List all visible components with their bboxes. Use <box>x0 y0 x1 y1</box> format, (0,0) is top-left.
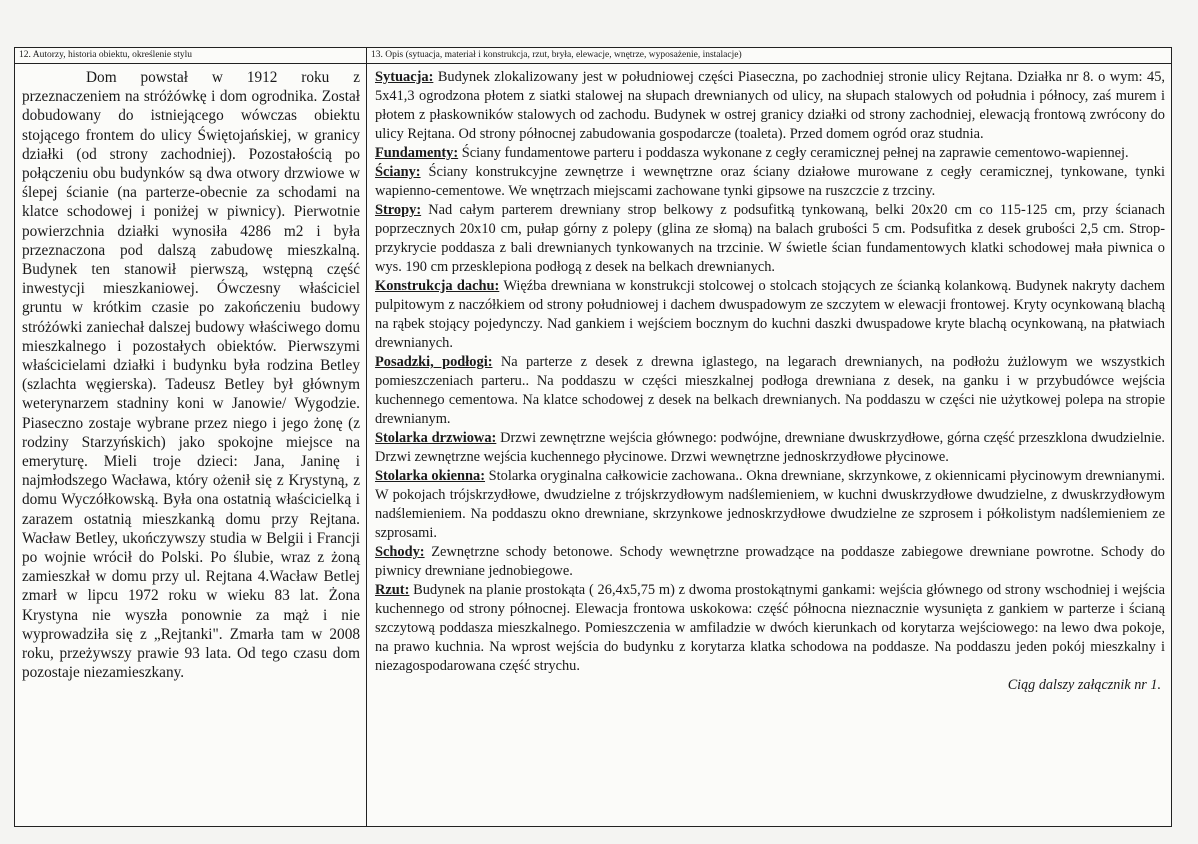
section-stropy <box>375 201 1165 277</box>
section-text: Drzwi zewnętrzne wejścia głównego: podwójne, drewniane dwuskrzydłowe, górna część przeszklona dwudzielnie. Drzwi zewnętrzne wejścia kuchennego płycinowe. Drzwi wewnętrzne jednoskrzydłowe płycinowe. <box>375 430 1165 465</box>
form-table <box>14 47 1172 827</box>
section-text: Ściany fundamentowe parteru i poddasza wykonane z cegły ceramicznej pełnej na zaprawie cementowo-wapiennej. <box>458 145 1129 161</box>
section-text: Więźba drewniana w konstrukcji stolcowej o stolcach stojących ze ścianką kolankową. Budynek nakryty dachem pulpitowym z naczółkiem od strony południowej i dachem dwuspadowym ze szczytem w elewacji frontowej. Kryty ocynkowaną blachą na rąbek stojący pojedynczy. Nad gankiem i wejściem bocznym do kuchni daszki dwuspadowe kryte blachą ocynkowaną, na płatwiach drewnianych. <box>375 278 1165 351</box>
section-label: Ściany: <box>375 164 421 180</box>
history-paragraph: Dom powstał w 1912 roku z przeznaczeniem na stróżówkę i dom ogrodnika. Został dobudowany do istniejącego wówczas obiektu stojącego frontem do ulicy Świętojańskiej, w granicy działki (od strony zachodniej). Pozostałością po połączeniu obu budynków są dwa otwory drzwiowe w ślepej ścianie (na parterze-obecnie za schodami na klatce schodowej i poniżej w piwnicy). Pierwotnie powierzchnia działki wynosiła 4286 m2 i była przeznaczona pod dalszą zabudowę mieszkalną. Budynek ten stanowił pierwszą, wstępną część inwestycji mieszkaniowej. Ówczesny właściciel gruntu w krótkim czasie po zakończeniu budowy stróżówki zaniechał dalszej budowy właściwego domu mieszkalnego i pozostałych obiektów. Pierwszymi właścicielami działki i budynku była rodzina Betley (szlachta węgierska). Tadeusz Betley był głównym weterynarzem stadniny koni w Janowie/ Wygodzie. Piaseczno zostaje wybrane przez niego i jego żonę (z rodziny Starzyńskich) jako spokojne miejsce na emeryturę. Mieli troje dzieci: Jana, Janinę i najmłodszego Wacława, który ożenił się z Krystyną, z domu Wyczółkowską. Była ona ostatnią właścicielką i zarazem ostatnią mieszkanką domu przy Rejtana. Wacław Betley, ukończywszy studia w Belgii i Francji po wojnie wrócił do Polski. Po ślubie, wraz z żoną zamieszkał w domu przy ul. Rejtana 4.Wacław Betlej zmarł w lipcu 1972 roku w wieku 83 lat. Żona Krystyna nie wyszła ponownie za mąż i nie wyprowadziła się z „Rejtanki". Zmarła tam w 2008 roku, przeżywszy prawie 93 lata. Od tego czasu dom pozostaje niezamieszkany. <box>22 69 360 682</box>
section-label: Sytuacja: <box>375 69 434 85</box>
section-text: Ściany konstrukcyjne zewnętrze i wewnętrzne oraz ściany działowe murowane z cegły ceramicznej, tynkowane, tynki wapienno-cementowe. We wnętrzach miejscami zachowane tynki gipsowe na ruszczcie z trzciny. <box>375 164 1165 199</box>
section-text: Budynek zlokalizowany jest w południowej części Piaseczna, po zachodniej stronie ulicy Rejtana. Działka nr 8. o wym: 45, 5x41,3 ogrodzona płotem z siatki stalowej na słupach drewnianych od ulicy, na słupach stalowych od południa i północy, zaś murem i płotem z płaskowników stalowych od zachodu. Budynek w ostrej granicy działki od strony zachodniej, elewacją frontową zwrócony do ulicy Rejtana. Od strony północnej zabudowania gospodarcze (toaleta). Przed domem ogród oraz studnia. <box>375 69 1165 142</box>
section-konstrukcja-dachu <box>375 277 1165 353</box>
section-stolarka-okienna <box>375 467 1165 543</box>
description-column <box>367 48 1171 826</box>
section-rzut <box>375 581 1165 676</box>
section-text: Budynek na planie prostokąta ( 26,4x5,75 m) z dwoma prostokątnymi gankami: wejścia głównego od strony wschodniej i wejścia kuchennego od strony północnej. Elewacja frontowa uskokowa: część północna nieznacznie wysunięta z gankiem w parterze i ścianą szczytową poddasza mieszkalnego. Pomieszczenia w amfiladzie w dwóch kierunkach od korytarza wejściowego: na lewo dwa pokoje, na prawo kuchnia. Na wprost wejścia do budynku z korytarza klatka schodowa na poddasze. Na poddaszu jeden pokój mieszkalny i niezagospodarowana część strychu. <box>375 582 1165 674</box>
section-stolarka-drzwiowa <box>375 429 1165 467</box>
continuation-note: Ciąg dalszy załącznik nr 1. <box>1007 677 1161 693</box>
section-sciany <box>375 163 1165 201</box>
section-text: Zewnętrzne schody betonowe. Schody wewnętrzne prowadzące na poddasze zabiegowe drewniane powrotne. Schody do piwnicy drewniane jednobiegowe. <box>375 544 1165 579</box>
section-schody <box>375 543 1165 581</box>
history-header: 12. Autorzy, historia obiektu, określenie stylu <box>15 48 366 64</box>
section-label: Stropy: <box>375 202 422 218</box>
section-label: Rzut: <box>375 582 410 598</box>
section-label: Stolarka drzwiowa: <box>375 430 497 446</box>
description-header: 13. Opis (sytuacja, materiał i konstrukcja, rzut, bryła, elewacje, wnętrze, wyposażenie, instalacje) <box>367 48 1171 64</box>
section-label: Fundamenty: <box>375 145 459 161</box>
section-label: Stolarka okienna: <box>375 468 486 484</box>
history-column <box>15 48 367 826</box>
section-text: Stolarka oryginalna całkowicie zachowana.. Okna drewniane, skrzynkowe, z okiennicami płycinowym drewnianymi. W pokojach trójskrzydłowe, dwudzielne z trójskrzydłowym nadślemieniem, w kuchni dwuskrzydłowe dwudzielne, z dwuskrzydłowym nadślemieniem. Na poddaszu okno drewniane, skrzynkowe jednoskrzydłowe dwudzielne ze szprosem i półkolistym nadślemieniem ze szprosami. <box>375 468 1165 541</box>
section-label: Posadzki, podłogi: <box>375 354 493 370</box>
section-posadzki <box>375 353 1165 429</box>
history-text <box>15 64 366 683</box>
description-body <box>367 64 1171 694</box>
section-fundamenty <box>375 144 1165 163</box>
section-label: Schody: <box>375 544 425 560</box>
section-sytuacja <box>375 68 1165 144</box>
section-label: Konstrukcja dachu: <box>375 278 500 294</box>
section-text: Nad całym parterem drewniany strop belkowy z podsufitką tynkowaną, belki 20x20 cm co 115-125 cm, przy ścianach poprzecznych 20x10 cm, pułap górny z polepy (glina ze słomą) na balach grubości 5 cm. Podsufitka z desek grubości 2,5 cm. Strop-przykrycie poddasza z bali drewnianych tynkowanych na trzcinie. W świetle ścian fundamentowych klatki schodowej mała piwnica o wys. 190 cm przesklepiona podłogą z desek na belkach drewnianych. <box>375 202 1165 275</box>
section-text: Na parterze z desek z drewna iglastego, na legarach drewnianych, na podłożu żużlowym we wszystkich pomieszczeniach parteru.. Na poddaszu w części mieszkalnej podłoga drewniana z desek, na ganku i w przybudówce wejścia kuchennego cementowa. Na klatce schodowej z desek na belkach drewnianych. Na poddaszu w części nie użytkowej polepa na stropie drewnianym. <box>375 354 1165 427</box>
